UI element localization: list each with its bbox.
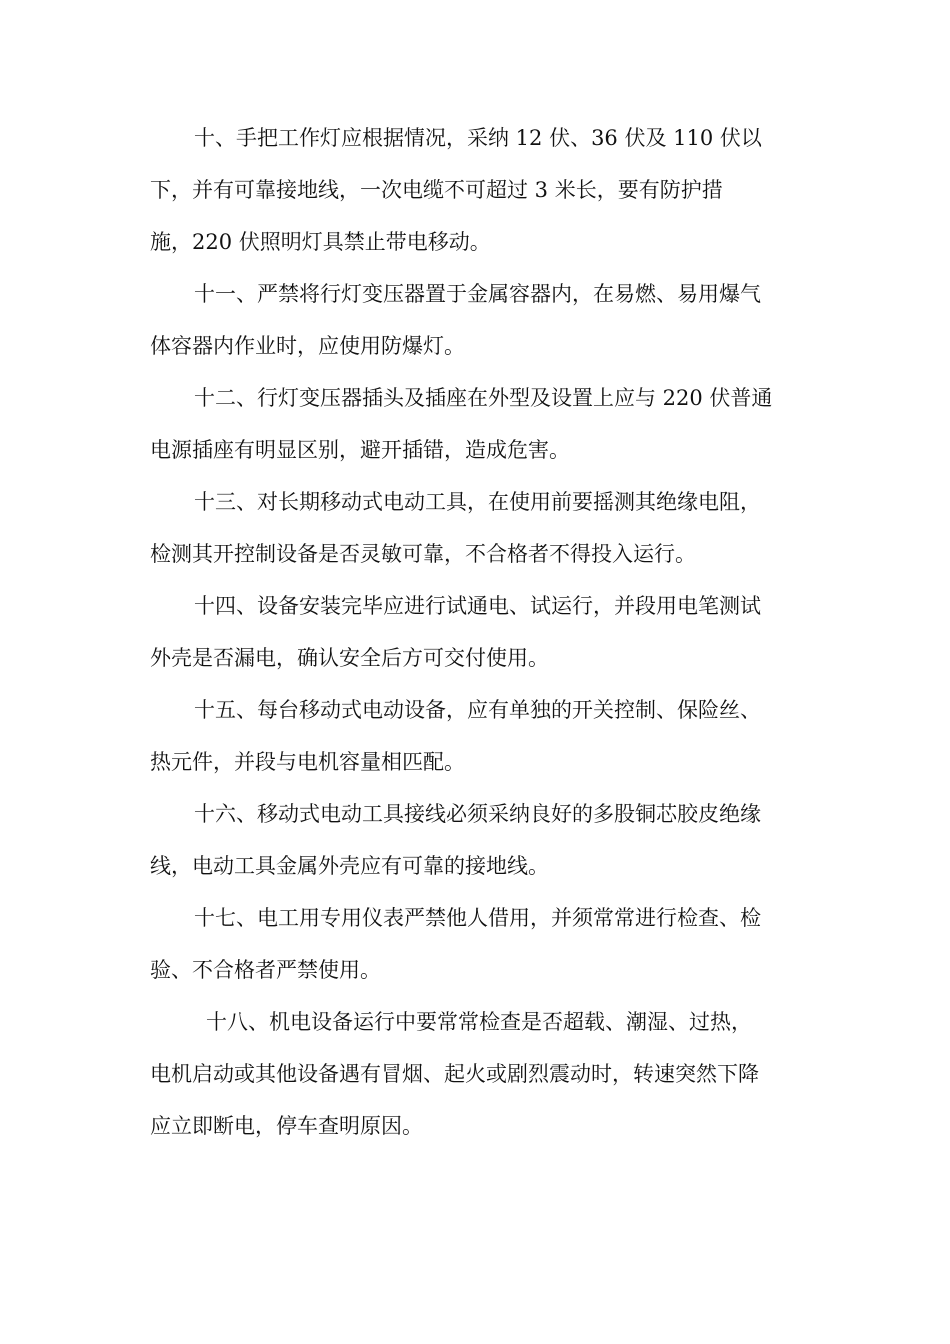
paragraph-line: 十二、行灯变压器插头及插座在外型及设置上应与 220 伏普通: [194, 386, 773, 410]
paragraph-line: 十八、机电设备运行中要常常检查是否超载、潮湿、过热，: [206, 1010, 752, 1034]
paragraph-line: 外壳是否漏电，确认安全后方可交付使用。: [150, 646, 549, 670]
paragraph-line: 十五、每台移动式电动设备，应有单独的开关控制、保险丝、: [194, 698, 761, 722]
paragraph-line: 热元件，并段与电机容量相匹配。: [150, 750, 465, 774]
paragraph-line: 十一、严禁将行灯变压器置于金属容器内，在易燃、易用爆气: [194, 282, 761, 306]
paragraph-line: 应立即断电，停车查明原因。: [150, 1114, 423, 1138]
paragraph-line: 下，并有可靠接地线，一次电缆不可超过 3 米长，要有防护措: [150, 178, 723, 202]
paragraph-15: [150, 684, 810, 788]
paragraph-line: 施，220 伏照明灯具禁止带电移动。: [150, 230, 491, 254]
paragraph-line: 体容器内作业时，应使用防爆灯。: [150, 334, 465, 358]
paragraph-16: [150, 788, 810, 892]
paragraph-line: 线，电动工具金属外壳应有可靠的接地线。: [150, 854, 549, 878]
paragraph-line: 电机启动或其他设备遇有冒烟、起火或剧烈震动时，转速突然下降: [150, 1062, 759, 1086]
paragraph-line: 电源插座有明显区别，避开插错，造成危害。: [150, 438, 570, 462]
paragraph-10: [150, 112, 810, 268]
paragraph-line: 十四、设备安装完毕应进行试通电、试运行，并段用电笔测试: [194, 594, 761, 618]
paragraph-line: 十、手把工作灯应根据情况，采纳 12 伏、36 伏及 110 伏以: [194, 126, 762, 150]
paragraph-line: 检测其开控制设备是否灵敏可靠，不合格者不得投入运行。: [150, 542, 696, 566]
paragraph-12: [150, 372, 810, 476]
document-body: [150, 112, 810, 1152]
paragraph-17: [150, 892, 810, 996]
paragraph-line: 十六、移动式电动工具接线必须采纳良好的多股铜芯胶皮绝缘: [194, 802, 761, 826]
paragraph-line: 十七、电工用专用仪表严禁他人借用，并须常常进行检查、检: [194, 906, 761, 930]
paragraph-line: 十三、对长期移动式电动工具，在使用前要摇测其绝缘电阻，: [194, 490, 761, 514]
paragraph-line: 验、不合格者严禁使用。: [150, 958, 381, 982]
paragraph-14: [150, 580, 810, 684]
paragraph-11: [150, 268, 810, 372]
paragraph-18: [150, 996, 810, 1152]
paragraph-13: [150, 476, 810, 580]
